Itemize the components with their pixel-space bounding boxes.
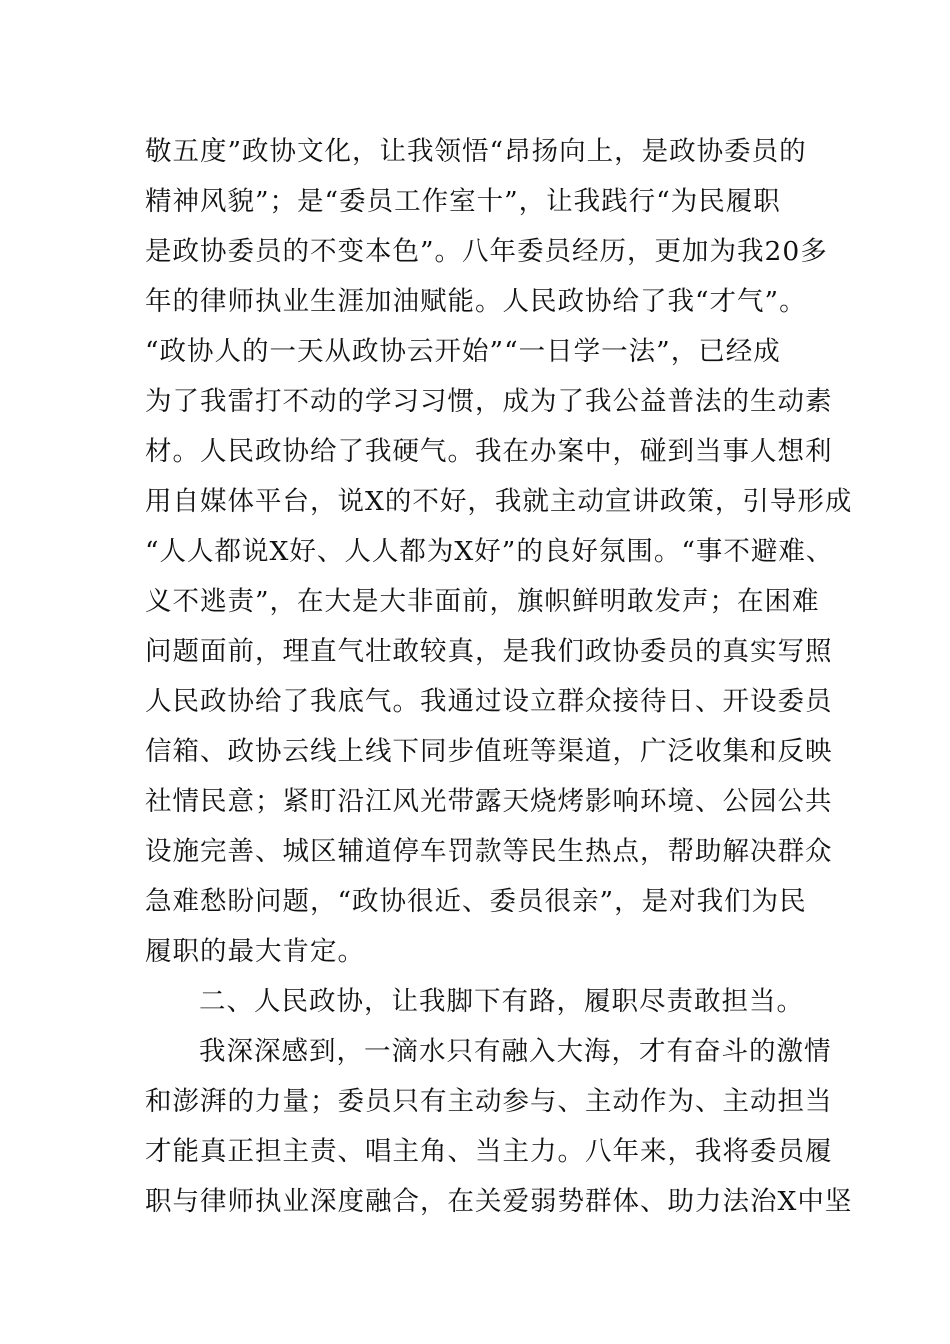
text-line-5: “政协人的一天从政协云开始”“一日学一法”，已经成: [145, 336, 781, 367]
text-line-3: 是政协委员的不变本色”。八年委员经历，更加为我20多: [145, 236, 828, 267]
text-line-22: 职与律师执业深度融合，在关爱弱势群体、助力法治X中坚: [145, 1186, 853, 1217]
text-line-11: 问题面前，理直气壮敢较真，是我们政协委员的真实写照: [145, 636, 833, 667]
text-line-1: 敬五度”政协文化，让我领悟“昂扬向上，是政协委员的: [145, 136, 807, 167]
text-line-2: 精神风貌”；是“委员工作室十”，让我践行“为民履职: [145, 186, 781, 217]
text-line-12: 人民政协给了我底气。我通过设立群众接待日、开设委员: [145, 686, 833, 717]
text-line-21: 才能真正担主责、唱主角、当主力。八年来，我将委员履: [145, 1136, 833, 1167]
text-line-13: 信箱、政协云线上线下同步值班等渠道，广泛收集和反映: [145, 736, 833, 767]
text-line-20: 和澎湃的力量；委员只有主动参与、主动作为、主动担当: [145, 1086, 833, 1117]
text-line-6: 为了我雷打不动的学习习惯，成为了我公益普法的生动素: [145, 386, 833, 417]
text-line-10: 义不逃责”，在大是大非面前，旗帜鲜明敢发声；在困难: [145, 586, 820, 617]
text-line-9: “人人都说X好、人人都为X好”的良好氛围。“事不避难、: [145, 536, 834, 567]
section-heading: 二、人民政协，让我脚下有路，履职尽责敢担当。: [199, 986, 804, 1017]
text-line-15: 设施完善、城区辅道停车罚款等民生热点，帮助解决群众: [145, 836, 833, 867]
text-line-8: 用自媒体平台，说X的不好，我就主动宣讲政策，引导形成: [145, 486, 853, 517]
text-line-16: 急难愁盼问题，“政协很近、委员很亲”，是对我们为民: [145, 886, 807, 917]
text-line-14: 社情民意；紧盯沿江风光带露天烧烤影响环境、公园公共: [145, 786, 833, 817]
text-line-7: 材。人民政协给了我硬气。我在办案中，碰到当事人想利: [145, 436, 833, 467]
text-line-19: 我深深感到，一滴水只有融入大海，才有奋斗的激情: [199, 1036, 832, 1067]
text-line-4: 年的律师执业生涯加油赋能。人民政协给了我“才气”。: [145, 286, 807, 317]
text-line-17: 履职的最大肯定。: [145, 936, 365, 967]
